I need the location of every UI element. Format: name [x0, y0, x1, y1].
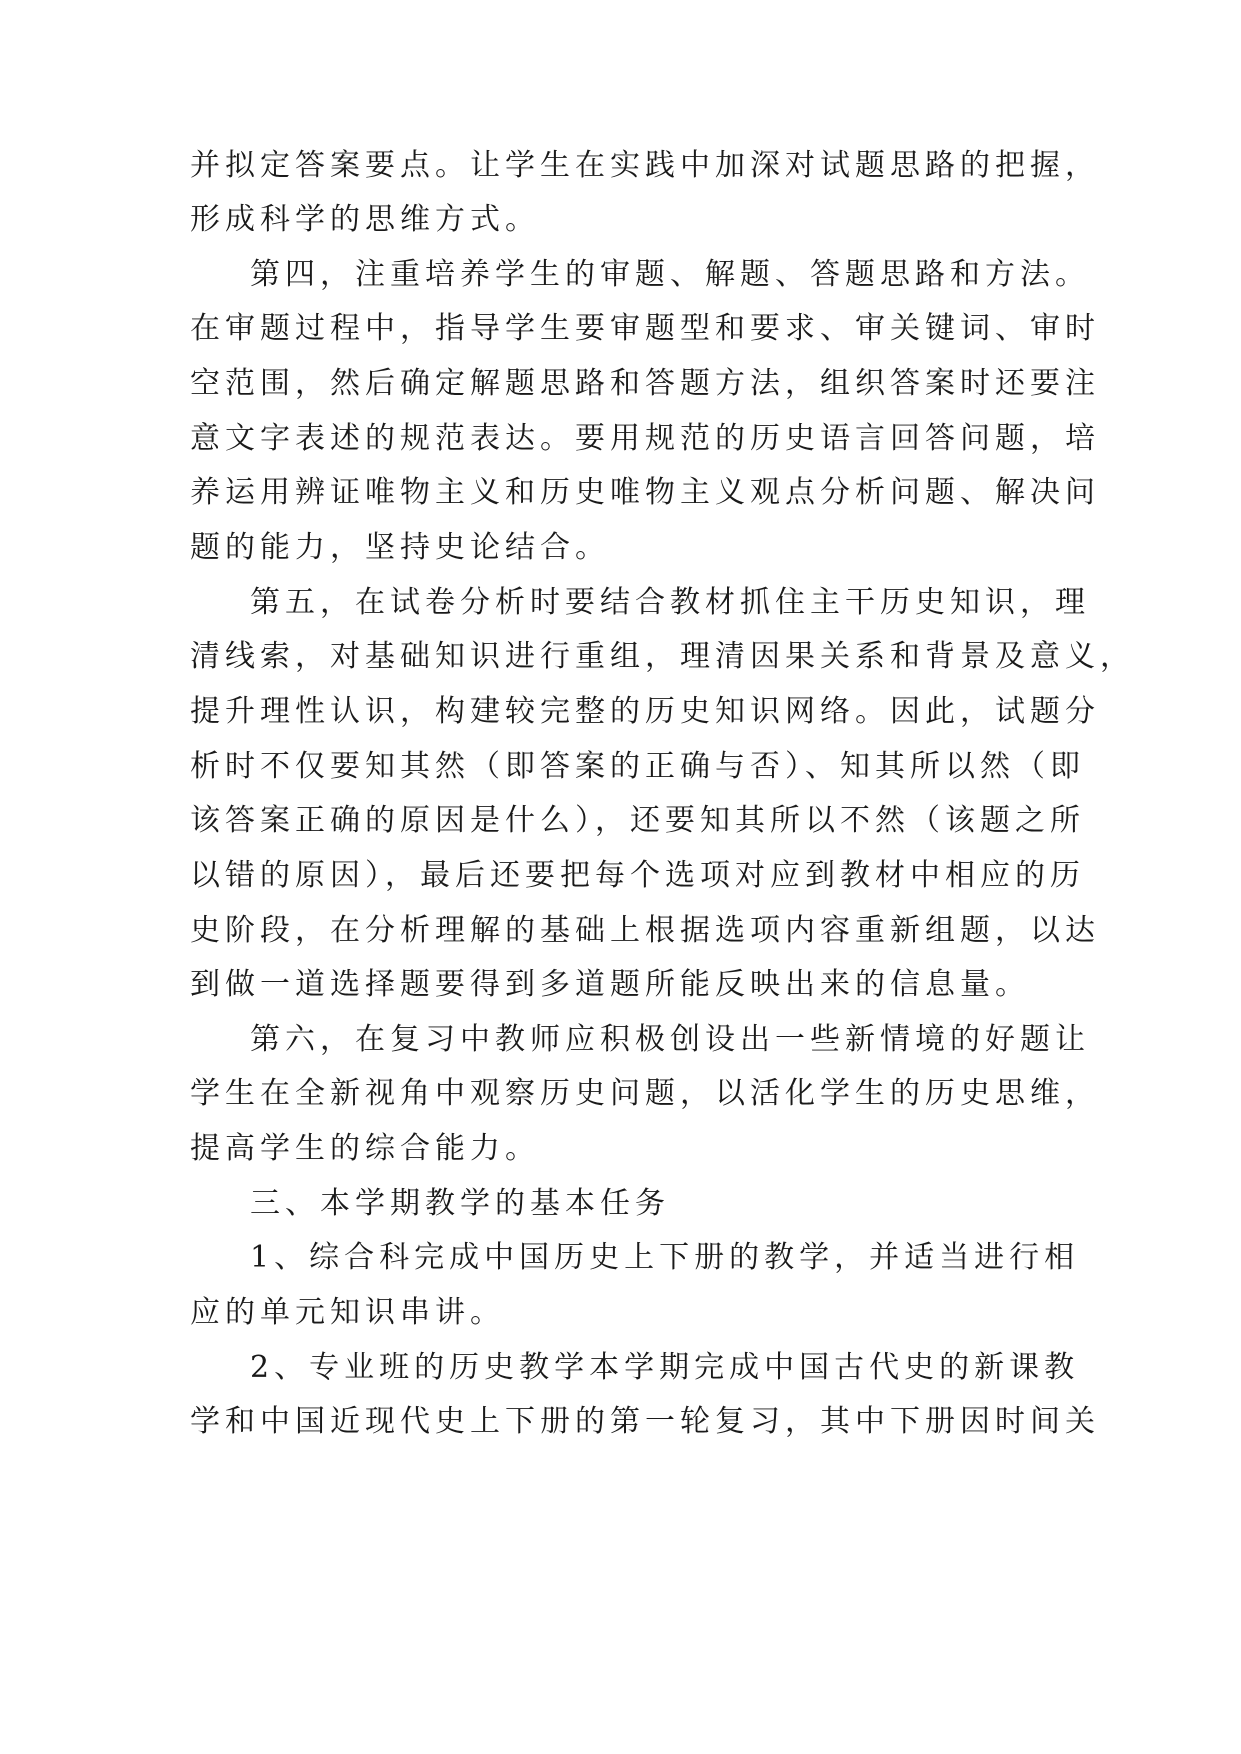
text-line: 该答案正确的原因是什么），还要知其所以不然（该题之所: [190, 803, 1085, 838]
paragraph-start-line: 1、综合科完成中国历史上下册的教学，并适当进行相: [250, 1240, 1080, 1275]
text-line: 提高学生的综合能力。: [190, 1131, 540, 1166]
text-line: 并拟定答案要点。让学生在实践中加深对试题思路的把握，: [190, 148, 1100, 183]
paragraph-start-line: 第四，注重培养学生的审题、解题、答题思路和方法。: [250, 257, 1090, 292]
paragraph-start-line: 2、专业班的历史教学本学期完成中国古代史的新课教: [250, 1350, 1080, 1385]
paragraph-start-line: 第六，在复习中教师应积极创设出一些新情境的好题让: [250, 1022, 1090, 1057]
text-line: 提升理性认识，构建较完整的历史知识网络。因此，试题分: [190, 694, 1100, 729]
text-line: 意文字表述的规范表达。要用规范的历史语言回答问题，培: [190, 421, 1100, 456]
text-line: 以错的原因），最后还要把每个选项对应到教材中相应的历: [190, 858, 1085, 893]
text-line: 形成科学的思维方式。: [190, 202, 540, 237]
text-line: 题的能力，坚持史论结合。: [190, 530, 610, 565]
text-line: 空范围，然后确定解题思路和答题方法，组织答案时还要注: [190, 366, 1100, 401]
paragraph-start-line: 第五，在试卷分析时要结合教材抓住主干历史知识，理: [250, 585, 1090, 620]
text-line: 清线索，对基础知识进行重组，理清因果关系和背景及意义，: [190, 639, 1135, 674]
text-line: 养运用辨证唯物主义和历史唯物主义观点分析问题、解决问: [190, 475, 1100, 510]
text-line: 到做一道选择题要得到多道题所能反映出来的信息量。: [190, 967, 1030, 1002]
text-line: 学和中国近现代史上下册的第一轮复习，其中下册因时间关: [190, 1404, 1100, 1439]
text-line: 析时不仅要知其然（即答案的正确与否）、知其所以然（即: [190, 749, 1085, 784]
text-line: 应的单元知识串讲。: [190, 1295, 505, 1330]
text-line: 学生在全新视角中观察历史问题，以活化学生的历史思维，: [190, 1076, 1100, 1111]
text-line: 史阶段，在分析理解的基础上根据选项内容重新组题，以达: [190, 913, 1100, 948]
text-line: 在审题过程中，指导学生要审题型和要求、审关键词、审时: [190, 311, 1100, 346]
section-heading: 三、本学期教学的基本任务: [250, 1186, 670, 1221]
